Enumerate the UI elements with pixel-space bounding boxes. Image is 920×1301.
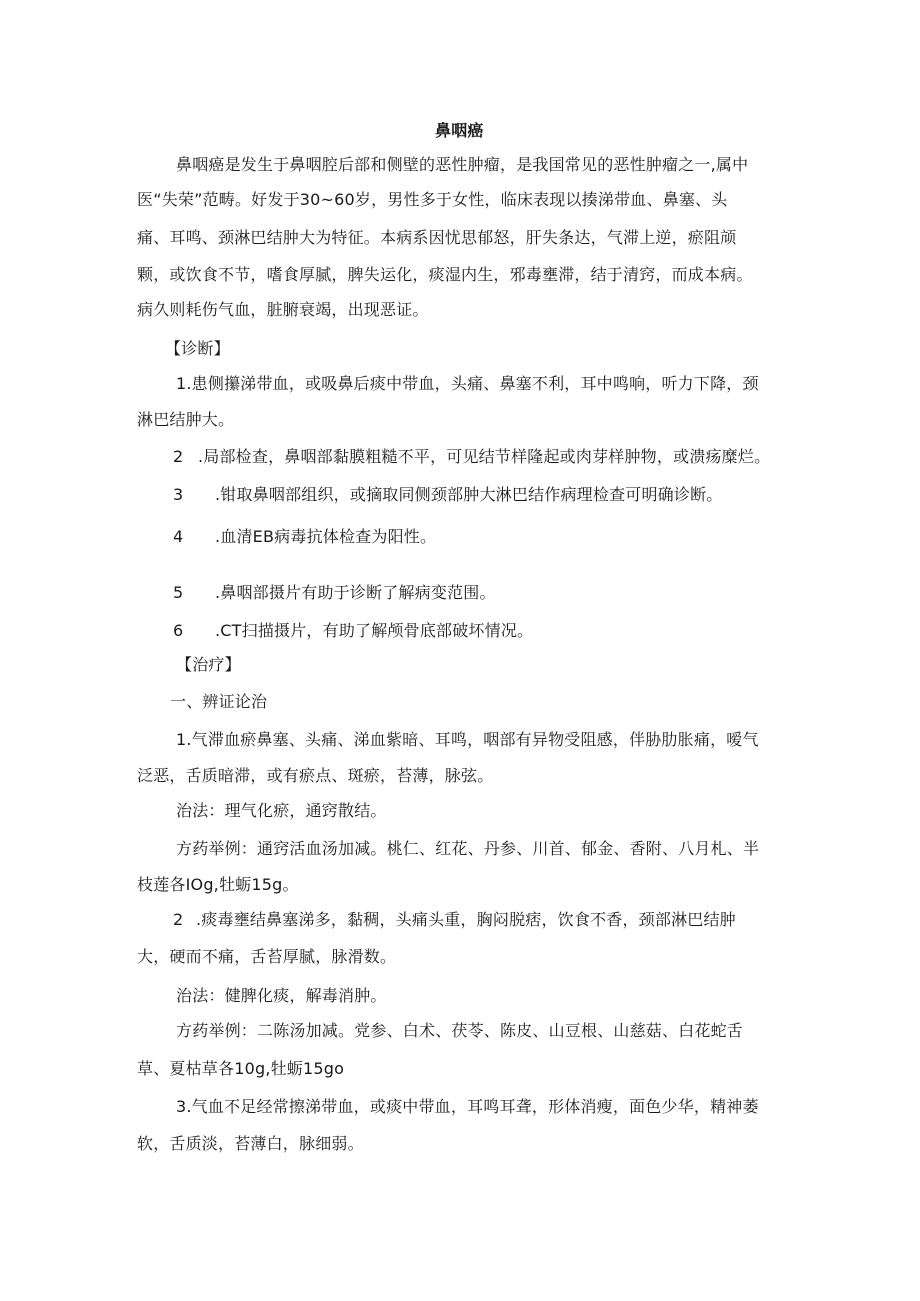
diagnosis-item-5-text: .鼻咽部摄片有助于诊断了解病变范围。 xyxy=(215,583,496,602)
treatment-1-prescription-line-2: 枝莲各IOg,牡蛎15g。 xyxy=(137,875,299,894)
treatment-3-line-2: 软，舌质淡，苔薄白，脉细弱。 xyxy=(137,1134,364,1153)
intro-line-3: 痛、耳鸣、颈淋巴结肿大为特征。本病系因忧思郁怒，肝失条达，气滞上逆，瘀阻颃 xyxy=(137,228,737,247)
treatment-2-prescription-line-2: 草、夏枯草各10g,牡蛎15go xyxy=(137,1059,345,1078)
diagnosis-item-2-number: 2 xyxy=(173,447,184,466)
diagnosis-item-3-number: 3 xyxy=(173,485,184,504)
diagnosis-item-3-text: .钳取鼻咽部组织，或摘取同侧颈部肿大淋巴结作病理检查可明确诊断。 xyxy=(215,485,723,504)
intro-line-1: 鼻咽癌是发生于鼻咽腔后部和侧壁的恶性肿瘤，是我国常见的恶性肿瘤之一,属中 xyxy=(176,155,749,174)
treatment-3-line-1: 3.气血不足经常擦涕带血，或痰中带血，耳鸣耳聋，形体消瘦，面色少华，精神萎 xyxy=(176,1097,759,1116)
page-title: 鼻咽癌 xyxy=(435,121,484,140)
intro-line-4: 颗，或饮食不节，嗜食厚腻，脾失运化，痰湿内生，邪毒壅滞，结于清窍，而成本病。 xyxy=(137,265,753,284)
intro-line-2: 医“失荣”范畴。好发于30~60岁，男性多于女性，临床表现以揍涕带血、鼻塞、头 xyxy=(137,190,728,209)
diagnosis-item-5-number: 5 xyxy=(173,583,184,602)
treatment-heading: 【治疗】 xyxy=(176,655,241,674)
treatment-1-method: 治法：理气化瘀，通窍散结。 xyxy=(176,801,387,820)
treatment-2-line-2: 大，硬而不痛，舌苔厚腻，脉滑数。 xyxy=(137,947,397,966)
treatment-2-method: 治法：健脾化痰，解毒消肿。 xyxy=(176,986,387,1005)
treatment-1-prescription-line-1: 方药举例：通窍活血汤加减。桃仁、红花、丹参、川首、郁金、香附、八月札、半 xyxy=(176,839,760,858)
diagnosis-item-1-line-1: 1.患侧攥涕带血，或吸鼻后痰中带血，头痛、鼻塞不利，耳中鸣响，听力下降，颈 xyxy=(176,374,759,393)
diagnosis-item-6-number: 6 xyxy=(173,621,184,640)
diagnosis-item-1-line-2: 淋巴结肿大。 xyxy=(137,410,235,429)
treatment-section-1: 一、辨证论治 xyxy=(170,692,268,711)
treatment-1-line-2: 泛恶，舌质暗滞，或有瘀点、斑瘀，苔薄，脉弦。 xyxy=(137,766,494,785)
diagnosis-item-4-text: .血清EB病毒抗体检查为阳性。 xyxy=(215,527,437,546)
treatment-2-prescription-line-1: 方药举例：二陈汤加减。党参、白术、茯苓、陈皮、山豆根、山慈菇、白花蛇舌 xyxy=(176,1021,744,1040)
diagnosis-item-2-text: .局部检查，鼻咽部黏膜粗糙不平，可见结节样隆起或肉芽样肿物，或溃疡糜烂。 xyxy=(198,447,771,466)
treatment-1-line-1: 1.气滞血瘀鼻塞、头痛、涕血紫暗、耳鸣，咽部有异物受阻感，伴胁肋胀痛，嗳气 xyxy=(176,730,759,749)
diagnosis-item-6-text: .CT扫描摄片，有助了解颅骨底部破坏情况。 xyxy=(215,621,534,640)
treatment-2-line-1: .痰毒壅结鼻塞涕多，黏稠，头痛头重，胸闷脱痞，饮食不香，颈部淋巴结肿 xyxy=(196,910,736,929)
diagnosis-heading: 【诊断】 xyxy=(165,339,230,358)
diagnosis-item-4-number: 4 xyxy=(173,527,184,546)
treatment-2-number: 2 xyxy=(173,910,184,929)
intro-line-5: 病久则耗伤气血，脏腑衰竭，出现恶证。 xyxy=(137,300,429,319)
